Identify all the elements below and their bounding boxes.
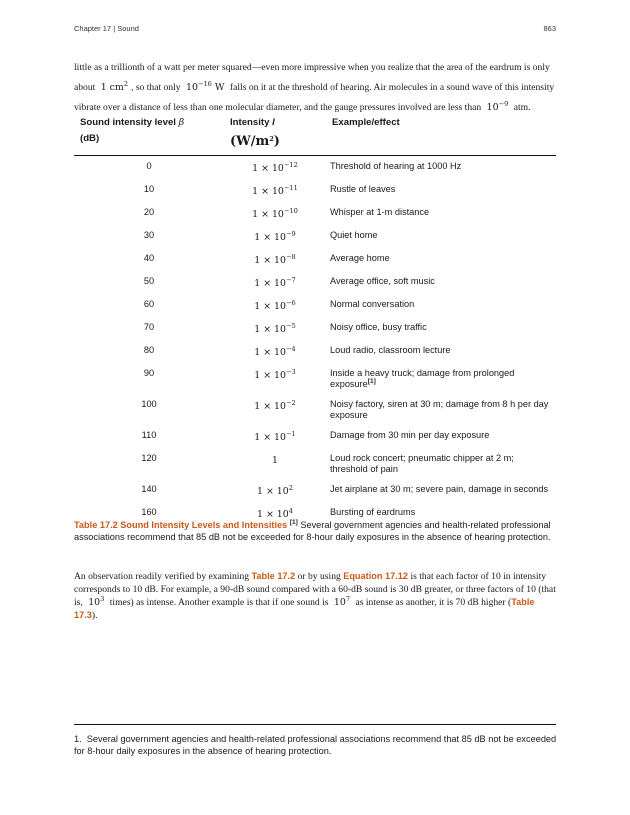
caption-footnote-ref[interactable]: [1] [289, 519, 298, 526]
intensity-value: $1 \times 10^2$ [257, 483, 293, 497]
cell-intensity [224, 179, 326, 202]
cell-intensity [224, 248, 326, 271]
intensity-value: $1 \times 10^{-2}$ [254, 398, 296, 412]
table-row [74, 294, 556, 317]
chapter-title: Chapter 17 | Sound [74, 24, 139, 33]
cell-level: 30 [143, 229, 155, 240]
intensity-value: $1 \times 10^{-9}$ [254, 229, 296, 243]
math-gauge-pressure: $10^{-9}$ [486, 100, 509, 113]
footnote-number: 1. [74, 734, 82, 744]
sound-intensity-table [74, 113, 556, 525]
table-row [74, 202, 556, 225]
cell-example: Noisy office, busy traffic [330, 321, 427, 332]
intensity-value: $1 \times 10^{-11}$ [252, 183, 298, 197]
table-row [74, 179, 556, 202]
intro-paragraph [74, 58, 558, 118]
cell-level: 110 [141, 429, 157, 440]
cell-example: Average office, soft music [330, 275, 435, 286]
footnote-text: Several government agencies and health-related professional associations recommend that 85 dB not be exceeded for 8-hour daily exposures in the absence of hearing protection. [74, 734, 557, 756]
col-header-level: Sound intensity level β (dB) [80, 117, 185, 144]
intro-text-2: , so that only [131, 82, 181, 93]
cell-level: 120 [141, 452, 157, 463]
table-header-row [74, 113, 556, 156]
cell-intensity [224, 156, 326, 179]
cell-level: 90 [143, 367, 155, 378]
intensity-value: 1 [272, 454, 278, 466]
math-threshold-power: $10^{-16}$ W [186, 80, 225, 93]
footnote-ref-link[interactable]: [1] [367, 377, 376, 385]
table-caption [74, 519, 558, 543]
caption-text: Several government agencies and health-related professional associations recommend that 85 dB not be exceeded for 8-hour daily exposures in the absence of hearing protection. [74, 520, 551, 542]
table-row [74, 156, 556, 179]
intensity-value: $1 \times 10^{-3}$ [254, 367, 296, 381]
intensity-value: $1 \times 10^4$ [257, 506, 293, 520]
cell-example: Loud radio, classroom lecture [330, 344, 451, 355]
intensity-value: $1 \times 10^{-7}$ [254, 275, 296, 289]
table-row [74, 340, 556, 363]
cell-intensity [224, 294, 326, 317]
intensity-value: $1 \times 10^{-1}$ [254, 429, 296, 443]
math-ten-seventh: $10^7$ [333, 595, 351, 608]
cell-level: 140 [141, 483, 157, 494]
intensity-value: $1 \times 10^{-10}$ [252, 206, 298, 220]
table-row [74, 479, 556, 502]
link-table-17-3[interactable]: Table 17.3 [74, 597, 535, 620]
cell-example: Bursting of eardrums [330, 506, 416, 517]
table-row [74, 448, 556, 479]
link-equation-17-12[interactable]: Equation 17.12 [343, 571, 409, 581]
intensity-value: $1 \times 10^{-8}$ [254, 252, 296, 266]
cell-intensity [224, 225, 326, 248]
intro-text-1: little as a trillionth of a watt per meter squared—even more impressive when you realize that the area of the eardrum is only about [74, 62, 550, 93]
cell-example: Whisper at 1-m distance [330, 206, 430, 217]
cell-level: 80 [143, 344, 155, 355]
running-header [74, 24, 556, 36]
cell-intensity [224, 479, 326, 502]
cell-level: 50 [143, 275, 155, 286]
cell-level: 160 [141, 506, 157, 517]
intensity-value: $1 \times 10^{-12}$ [252, 161, 298, 175]
table-row [74, 425, 556, 448]
cell-intensity [224, 340, 326, 363]
cell-level: 70 [143, 321, 155, 332]
caption-title[interactable]: Table 17.2 Sound Intensity Levels and Intensities [74, 520, 288, 530]
cell-example: Inside a heavy truck; damage from prolonged exposure[1] [330, 367, 515, 389]
cell-intensity [224, 448, 326, 479]
cell-intensity [224, 317, 326, 340]
cell-intensity [224, 394, 326, 425]
table-row [74, 225, 556, 248]
table-row [74, 317, 556, 340]
cell-example: Threshold of hearing at 1000 Hz [330, 161, 462, 172]
cell-level: 40 [143, 252, 155, 263]
intensity-value: $1 \times 10^{-5}$ [254, 321, 296, 335]
cell-example: Quiet home [330, 229, 378, 240]
cell-level: 60 [143, 298, 155, 309]
table-row [74, 271, 556, 294]
intro-text-3: falls on it at the threshold of hearing. Air molecules in a sound wave of this intensity vibrate over a distance of less than one molecular diameter, and the gauge pressures involved are less than [74, 82, 555, 113]
cell-example: Average home [330, 252, 390, 263]
intro-text-4: atm. [513, 102, 531, 113]
cell-example: Loud rock concert; pneumatic chipper at 2 m; threshold of pain [330, 452, 514, 474]
cell-level: 100 [141, 398, 157, 409]
cell-intensity [224, 271, 326, 294]
table-row [74, 394, 556, 425]
cell-level: 10 [143, 183, 155, 194]
link-table-17-2[interactable]: Table 17.2 [251, 571, 296, 581]
footnote-divider [74, 724, 556, 725]
intensity-value: $1 \times 10^{-4}$ [254, 344, 296, 358]
page-number: 863 [543, 24, 556, 33]
cell-level: 0 [146, 161, 152, 172]
cell-example: Normal conversation [330, 298, 415, 309]
col-header-intensity: Intensity I $(W/m^2)$ [230, 117, 280, 150]
cell-example: Noisy factory, siren at 30 m; damage from 8 h per day exposure [330, 398, 549, 420]
cell-intensity [224, 425, 326, 448]
math-eardrum-area: 1 $cm^2$ [100, 80, 129, 93]
col-header-example: Example/effect [332, 117, 400, 128]
table-body [74, 156, 556, 525]
table-row [74, 363, 556, 394]
cell-intensity [224, 363, 326, 394]
cell-level: 20 [143, 206, 155, 217]
cell-example: Jet airplane at 30 m; severe pain, damage in seconds [330, 483, 549, 494]
math-ten-cubed: $10^3$ [88, 595, 105, 608]
cell-example: Damage from 30 min per day exposure [330, 429, 490, 440]
cell-example: Rustle of leaves [330, 183, 396, 194]
footnote [74, 733, 558, 757]
body-paragraph: An observation readily verified by examining Table 17.2 or by using Equation 17.12 is that each factor of 10 in intensity corresponds to 10 dB. For example, a 90-dB sound compared with a 60-dB sound is 30 dB greater, or three factors of 10 (that is, $10^3$ times) as intense. Another example is that if one sound is $10^7$ as intense as another, it is 70 dB higher (Table 17.3). [74, 571, 556, 621]
table-row [74, 248, 556, 271]
intensity-value: $1 \times 10^{-6}$ [254, 298, 296, 312]
cell-intensity [224, 202, 326, 225]
